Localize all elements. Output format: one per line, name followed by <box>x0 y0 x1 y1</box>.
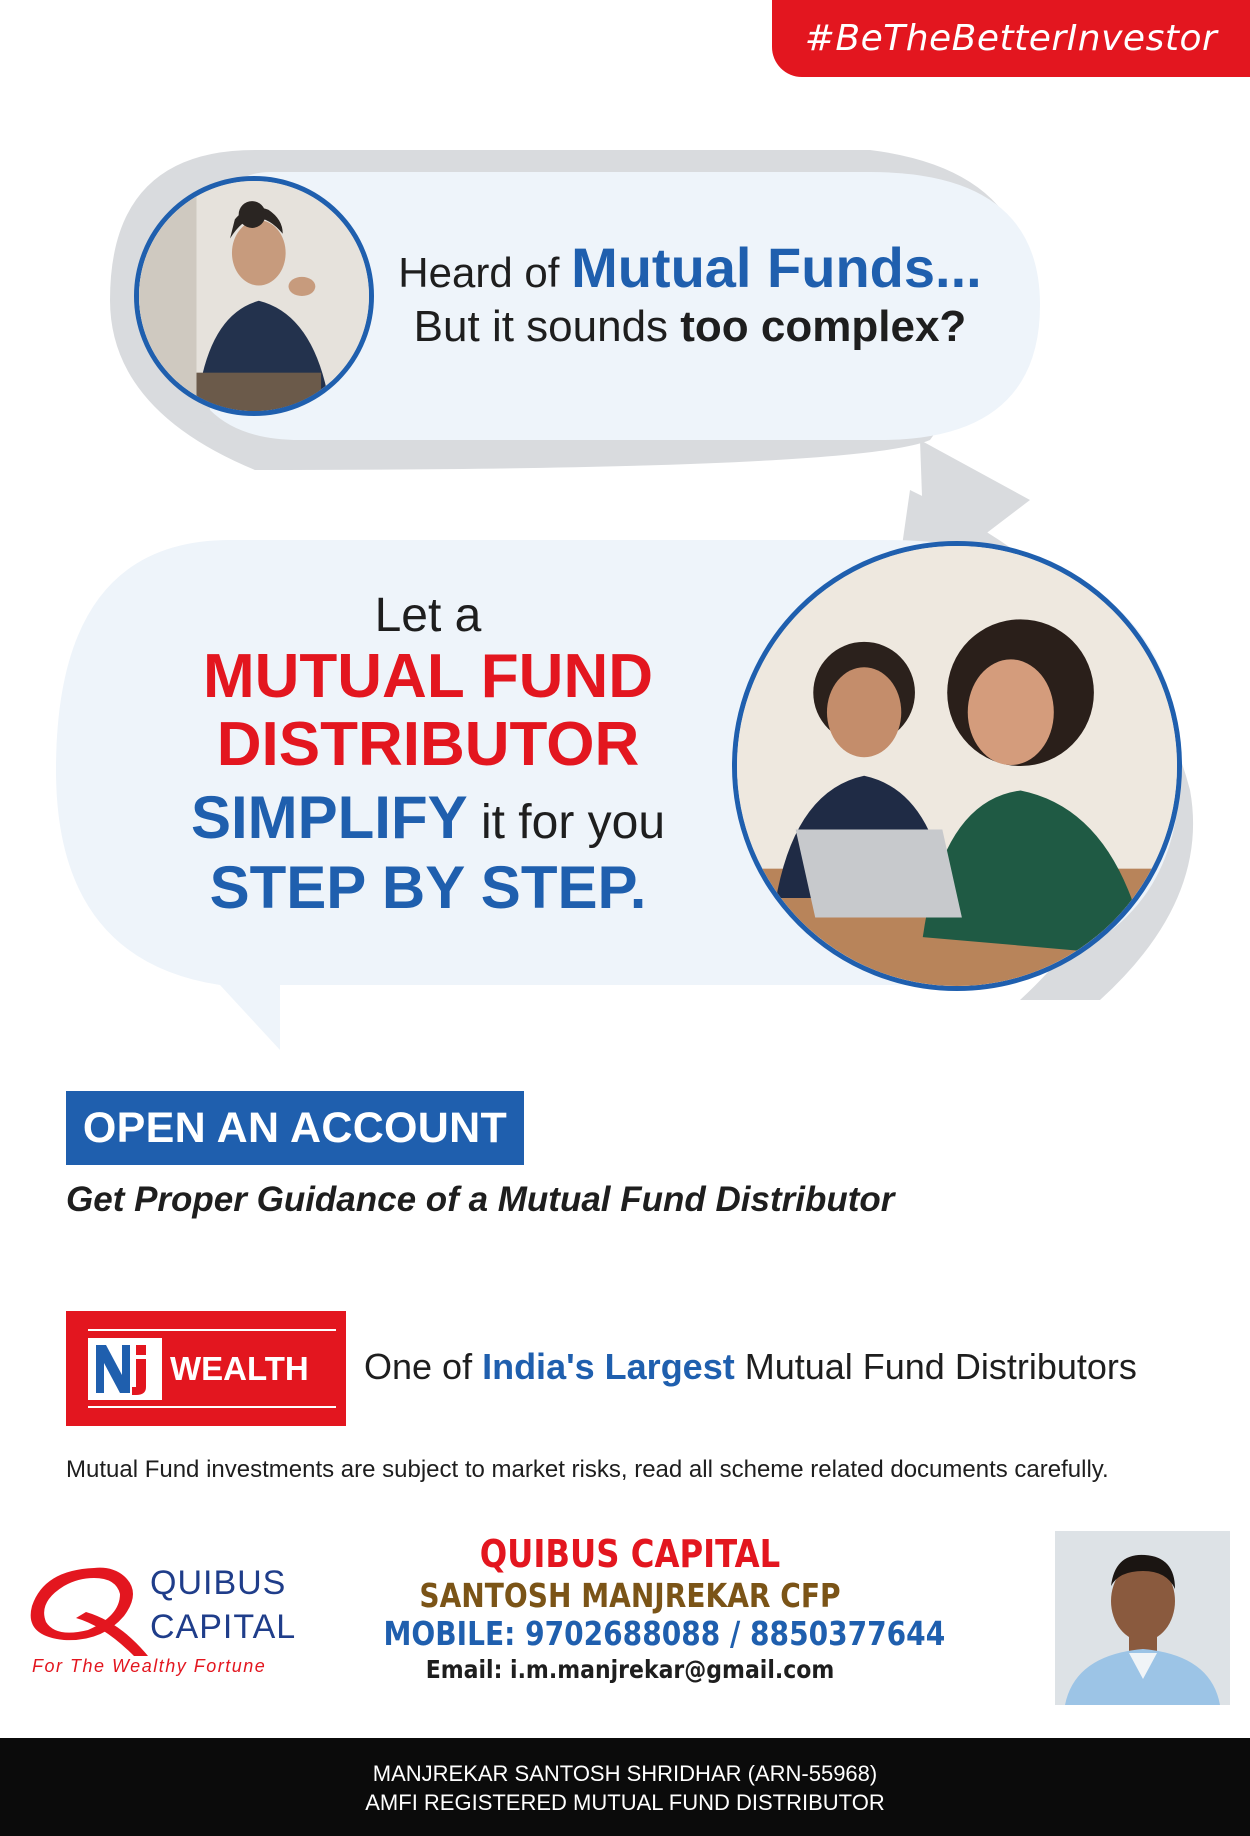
footer-line-1: MANJREKAR SANTOSH SHRIDHAR (ARN-55968) <box>372 1761 878 1786</box>
thinking-woman-photo <box>134 176 374 416</box>
contact-person: SANTOSH MANJREKAR CFP <box>419 1575 841 1615</box>
bubble-2-text <box>150 590 706 921</box>
advisor-profile-photo <box>1055 1531 1230 1705</box>
nj-logo-inner <box>88 1329 336 1408</box>
bubble-1-line-1-pre: Heard of <box>398 249 572 296</box>
bubble-2-line-1: Let a <box>374 589 482 642</box>
bubble-1-line-2 <box>380 301 1000 354</box>
footer-line-2: AMFI REGISTERED MUTUAL FUND DISTRIBUTOR <box>365 1789 885 1815</box>
nj-tagline-pre: One of <box>364 1346 483 1387</box>
contact-email[interactable]: Email: i.m.manjrekar@gmail.com <box>425 1655 835 1685</box>
quibus-logo-line-1: QUIBUS <box>150 1564 287 1602</box>
nj-monogram-box <box>88 1338 162 1400</box>
contact-company: QUIBUS CAPITAL <box>479 1532 781 1576</box>
bubble-1-text <box>380 234 1000 354</box>
nj-tagline-highlight: India's Largest <box>482 1346 735 1387</box>
two-women-illustration <box>737 546 1177 986</box>
bubble-1-line-2-pre: But it sounds <box>413 302 681 352</box>
bubble-2-line-4 <box>150 785 706 851</box>
quibus-logo-tagline: For The Wealthy Fortune <box>32 1656 267 1676</box>
quibus-capital-logo <box>24 1556 324 1686</box>
two-women-laptop-photo <box>732 541 1182 991</box>
nj-monogram-icon <box>92 1341 158 1397</box>
bubble-1-highlight: Mutual Funds... <box>571 236 982 299</box>
contact-block <box>340 1532 946 1685</box>
nj-wealth-word: WEALTH <box>170 1349 309 1387</box>
quibus-logo-line-2: CAPITAL <box>150 1607 297 1646</box>
bubble-2-simplify: SIMPLIFY <box>190 784 468 852</box>
bubble-2-line-5: STEP BY STEP. <box>209 854 647 922</box>
contact-mobile[interactable]: MOBILE: 9702688088 / 8850377644 <box>383 1614 946 1654</box>
bubble-1-bold: too complex? <box>680 302 967 352</box>
risk-disclaimer: Mutual Fund investments are subject to market risks, read all scheme related documents carefully. <box>66 1456 1109 1483</box>
nj-tagline <box>364 1346 1137 1388</box>
q-swoosh-icon <box>24 1556 164 1666</box>
hashtag-banner: #BeTheBetterInvestor <box>772 0 1250 77</box>
nj-tagline-post: Mutual Fund Distributors <box>734 1346 1137 1387</box>
open-an-account-button[interactable]: OPEN AN ACCOUNT <box>66 1091 524 1165</box>
bubble-2-line-3: DISTRIBUTOR <box>216 709 640 779</box>
guidance-subtitle: Get Proper Guidance of a Mutual Fund Distributor <box>66 1180 895 1219</box>
nj-wealth-logo <box>66 1311 346 1426</box>
bubble-2-line-4-rest: it for you <box>467 796 666 850</box>
bubble-1-line-1 <box>380 234 1000 301</box>
advisor-portrait-illustration <box>1055 1531 1230 1705</box>
thinking-woman-illustration <box>139 181 369 411</box>
footer-bar <box>0 1738 1250 1836</box>
quibus-logo-text <box>150 1562 296 1649</box>
bubble-2-line-2: MUTUAL FUND <box>202 641 653 711</box>
